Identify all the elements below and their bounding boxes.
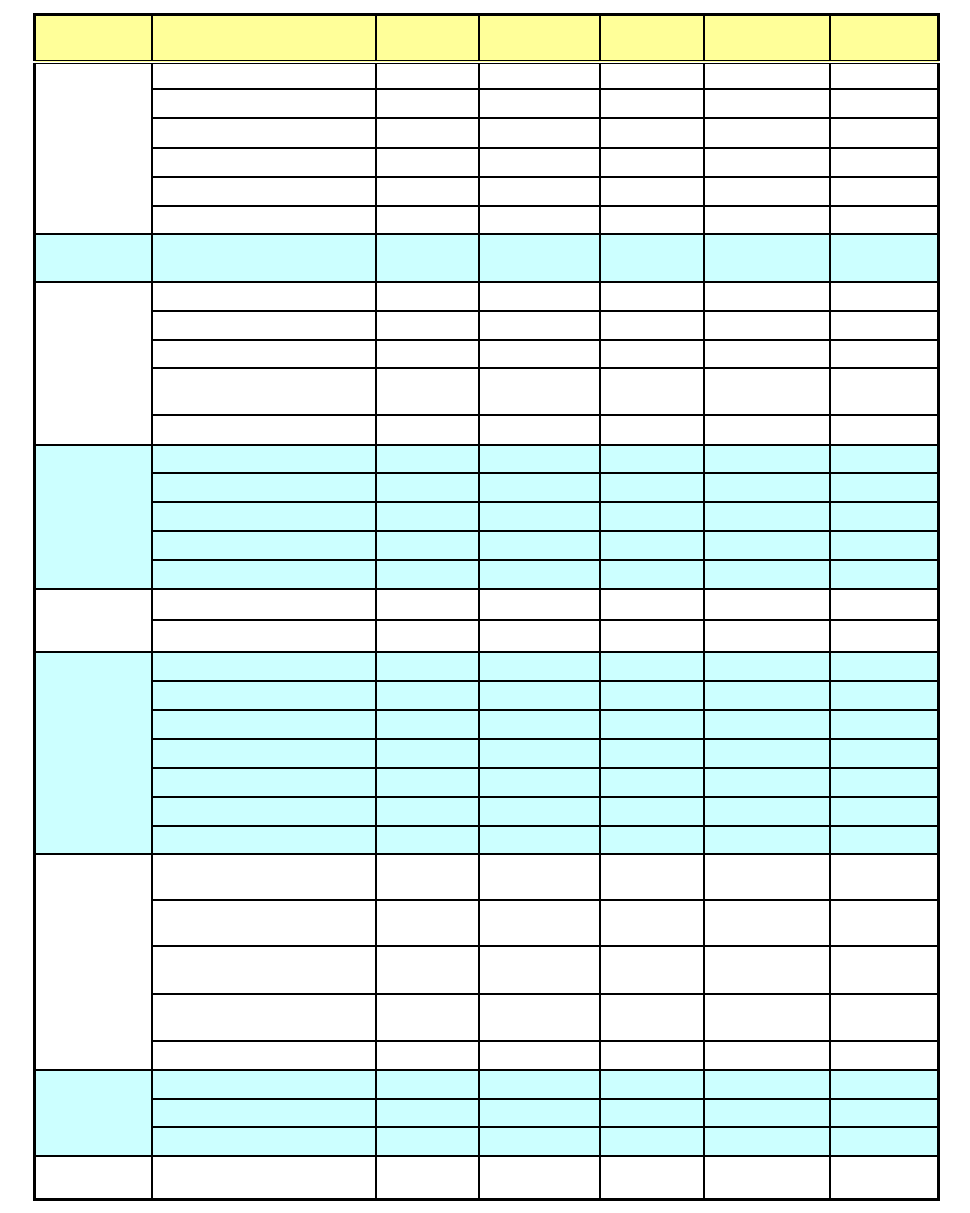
section-5-row-1-col-5-cell	[600, 589, 704, 620]
section-3-row-1-col-2-cell	[152, 282, 376, 311]
section-7-row-3-col-4-cell	[479, 946, 600, 994]
section-3-row-3-col-6-cell	[704, 340, 830, 368]
section-4-row-4-col-3-cell	[376, 531, 479, 560]
section-8-row-2	[35, 1099, 939, 1127]
section-4-row-3-col-3-cell	[376, 502, 479, 531]
section-1-row-6-col-6-cell	[704, 206, 830, 234]
section-3-row-2-col-4-cell	[479, 311, 600, 340]
section-9-row-1-col-5-cell	[600, 1156, 704, 1200]
section-1-row-2-col-6-cell	[704, 89, 830, 118]
section-7-row-5-col-7-cell	[830, 1041, 939, 1070]
section-9-row-1-col-7-cell	[830, 1156, 939, 1200]
section-7-row-1-col-7-cell	[830, 854, 939, 900]
section-3-row-1-col-6-cell	[704, 282, 830, 311]
section-1-row-1	[35, 62, 939, 89]
section-3-row-3-col-3-cell	[376, 340, 479, 368]
section-4-row-1-col-3-cell	[376, 445, 479, 473]
section-1-row-5-col-7-cell	[830, 177, 939, 206]
section-3-row-4-col-7-cell	[830, 368, 939, 415]
section-1-row-3-col-5-cell	[600, 118, 704, 148]
section-6-row-4-col-6-cell	[704, 739, 830, 768]
section-4-row-2-col-2-cell	[152, 473, 376, 502]
section-5-row-2-col-7-cell	[830, 620, 939, 652]
section-4-row-5-col-2-cell	[152, 560, 376, 589]
header-cell-col-1	[35, 15, 152, 62]
section-7-row-2-col-2-cell	[152, 900, 376, 946]
section-6-row-7-col-3-cell	[376, 826, 479, 854]
section-1-row-4-col-6-cell	[704, 148, 830, 177]
section-1-row-2-col-3-cell	[376, 89, 479, 118]
section-1-row-2-col-5-cell	[600, 89, 704, 118]
section-6-row-1-col-2-cell	[152, 652, 376, 681]
section-5-row-2-col-2-cell	[152, 620, 376, 652]
section-7-row-1-col-6-cell	[704, 854, 830, 900]
section-6-row-7	[35, 826, 939, 854]
section-1-row-2	[35, 89, 939, 118]
section-6-row-7-col-7-cell	[830, 826, 939, 854]
section-6-row-5-col-7-cell	[830, 768, 939, 797]
section-7-row-4-col-4-cell	[479, 994, 600, 1041]
section-1-row-4-col-5-cell	[600, 148, 704, 177]
section-8-row-3-col-3-cell	[376, 1127, 479, 1156]
section-8-row-1-col-4-cell	[479, 1070, 600, 1099]
section-3-row-5-col-6-cell	[704, 415, 830, 445]
section-1-row-5-col-3-cell	[376, 177, 479, 206]
section-1-row-5-col-5-cell	[600, 177, 704, 206]
section-4-row-3-col-5-cell	[600, 502, 704, 531]
section-7-row-4-col-2-cell	[152, 994, 376, 1041]
section-4-row-4-col-7-cell	[830, 531, 939, 560]
section-4-row-5-col-7-cell	[830, 560, 939, 589]
section-4-row-1-col-4-cell	[479, 445, 600, 473]
section-3-row-5-col-2-cell	[152, 415, 376, 445]
section-1-label-cell	[35, 62, 152, 234]
section-5-label-cell	[35, 589, 152, 652]
section-3-row-2	[35, 311, 939, 340]
section-3-row-4-col-3-cell	[376, 368, 479, 415]
section-4-label-cell	[35, 445, 152, 589]
section-7-row-2-col-4-cell	[479, 900, 600, 946]
section-4-row-5	[35, 560, 939, 589]
section-6-row-5-col-6-cell	[704, 768, 830, 797]
section-1-row-3-col-4-cell	[479, 118, 600, 148]
section-6-row-2-col-2-cell	[152, 681, 376, 710]
section-4-row-5-col-4-cell	[479, 560, 600, 589]
section-6-row-4-col-3-cell	[376, 739, 479, 768]
header-row	[35, 15, 939, 62]
header-cell-col-2	[152, 15, 376, 62]
section-4-row-4-col-6-cell	[704, 531, 830, 560]
section-7-row-2-col-5-cell	[600, 900, 704, 946]
section-7-row-2-col-7-cell	[830, 900, 939, 946]
section-6-row-6-col-7-cell	[830, 797, 939, 826]
section-4-row-3	[35, 502, 939, 531]
section-6-row-2-col-5-cell	[600, 681, 704, 710]
section-6-row-1-col-4-cell	[479, 652, 600, 681]
section-1-row-4-col-7-cell	[830, 148, 939, 177]
section-4-row-1-col-7-cell	[830, 445, 939, 473]
section-4-row-2-col-6-cell	[704, 473, 830, 502]
section-8-row-3-col-4-cell	[479, 1127, 600, 1156]
section-5-row-1-col-4-cell	[479, 589, 600, 620]
section-3-row-3-col-2-cell	[152, 340, 376, 368]
section-6-row-5-col-5-cell	[600, 768, 704, 797]
section-6-row-3-col-7-cell	[830, 710, 939, 739]
header-cell-col-3	[376, 15, 479, 62]
section-6-row-5-col-3-cell	[376, 768, 479, 797]
section-8-row-2-col-7-cell	[830, 1099, 939, 1127]
section-1-row-1-col-5-cell	[600, 62, 704, 89]
section-7-row-2	[35, 900, 939, 946]
section-6-row-5-col-4-cell	[479, 768, 600, 797]
section-4-row-1	[35, 445, 939, 473]
section-3-row-5-col-3-cell	[376, 415, 479, 445]
section-3-row-1-col-4-cell	[479, 282, 600, 311]
section-6-row-5-col-2-cell	[152, 768, 376, 797]
section-5-row-1-col-7-cell	[830, 589, 939, 620]
section-4-row-4	[35, 531, 939, 560]
section-5-row-2	[35, 620, 939, 652]
section-7-row-5	[35, 1041, 939, 1070]
header-cell-col-7	[830, 15, 939, 62]
section-4-row-2-col-4-cell	[479, 473, 600, 502]
section-7-row-1-col-2-cell	[152, 854, 376, 900]
section-2-row-1-col-3-cell	[376, 234, 479, 282]
section-8-row-1-col-7-cell	[830, 1070, 939, 1099]
section-3-row-2-col-3-cell	[376, 311, 479, 340]
section-7-row-5-col-3-cell	[376, 1041, 479, 1070]
section-7-row-3-col-5-cell	[600, 946, 704, 994]
section-7-row-4-col-7-cell	[830, 994, 939, 1041]
section-3-row-5-col-4-cell	[479, 415, 600, 445]
section-3-row-5-col-5-cell	[600, 415, 704, 445]
section-5-row-2-col-6-cell	[704, 620, 830, 652]
section-1-row-3-col-3-cell	[376, 118, 479, 148]
section-4-row-2-col-3-cell	[376, 473, 479, 502]
section-7-row-5-col-5-cell	[600, 1041, 704, 1070]
section-6-row-2-col-7-cell	[830, 681, 939, 710]
section-1-row-4-col-4-cell	[479, 148, 600, 177]
section-1-row-3	[35, 118, 939, 148]
section-1-row-1-col-3-cell	[376, 62, 479, 89]
section-4-row-4-col-4-cell	[479, 531, 600, 560]
section-7-row-4	[35, 994, 939, 1041]
section-7-row-4-col-3-cell	[376, 994, 479, 1041]
section-3-row-2-col-5-cell	[600, 311, 704, 340]
section-1-row-1-col-2-cell	[152, 62, 376, 89]
section-7-row-2-col-6-cell	[704, 900, 830, 946]
section-1-row-3-col-7-cell	[830, 118, 939, 148]
section-6-row-6-col-2-cell	[152, 797, 376, 826]
section-8-row-2-col-3-cell	[376, 1099, 479, 1127]
section-6-row-3-col-3-cell	[376, 710, 479, 739]
section-3-row-3-col-7-cell	[830, 340, 939, 368]
section-6-row-7-col-5-cell	[600, 826, 704, 854]
section-6-row-3-col-4-cell	[479, 710, 600, 739]
section-2-row-1-col-4-cell	[479, 234, 600, 282]
section-8-row-1-col-6-cell	[704, 1070, 830, 1099]
section-3-row-2-col-6-cell	[704, 311, 830, 340]
section-6-row-3-col-6-cell	[704, 710, 830, 739]
section-6-row-6-col-4-cell	[479, 797, 600, 826]
section-1-row-6-col-3-cell	[376, 206, 479, 234]
section-6-label-cell	[35, 652, 152, 854]
section-2-row-1-col-5-cell	[600, 234, 704, 282]
section-6-row-1-col-7-cell	[830, 652, 939, 681]
section-8-row-1	[35, 1070, 939, 1099]
section-2-row-1-col-6-cell	[704, 234, 830, 282]
section-6-row-2	[35, 681, 939, 710]
section-5-row-2-col-4-cell	[479, 620, 600, 652]
section-6-row-6	[35, 797, 939, 826]
header-cell-col-6	[704, 15, 830, 62]
section-6-row-1-col-3-cell	[376, 652, 479, 681]
section-6-row-1-col-5-cell	[600, 652, 704, 681]
section-6-row-4-col-7-cell	[830, 739, 939, 768]
section-2-row-1-col-2-cell	[152, 234, 376, 282]
section-6-row-6-col-3-cell	[376, 797, 479, 826]
section-4-row-2-col-5-cell	[600, 473, 704, 502]
section-7-row-3-col-2-cell	[152, 946, 376, 994]
section-6-row-3-col-2-cell	[152, 710, 376, 739]
section-3-row-5	[35, 415, 939, 445]
document-sheet	[33, 13, 940, 1201]
section-9-row-1-col-6-cell	[704, 1156, 830, 1200]
section-6-row-2-col-6-cell	[704, 681, 830, 710]
section-4-row-1-col-6-cell	[704, 445, 830, 473]
section-1-row-4	[35, 148, 939, 177]
section-3-row-1-col-3-cell	[376, 282, 479, 311]
section-4-row-2-col-7-cell	[830, 473, 939, 502]
section-1-row-2-col-7-cell	[830, 89, 939, 118]
section-4-row-1-col-2-cell	[152, 445, 376, 473]
section-6-row-3	[35, 710, 939, 739]
section-9-row-1-col-2-cell	[152, 1156, 376, 1200]
section-6-row-7-col-2-cell	[152, 826, 376, 854]
section-8-row-3-col-5-cell	[600, 1127, 704, 1156]
section-1-row-4-col-2-cell	[152, 148, 376, 177]
section-7-row-1-col-3-cell	[376, 854, 479, 900]
section-2-row-1-col-7-cell	[830, 234, 939, 282]
section-7-row-3	[35, 946, 939, 994]
section-4-row-5-col-3-cell	[376, 560, 479, 589]
section-1-row-5-col-4-cell	[479, 177, 600, 206]
section-7-row-3-col-3-cell	[376, 946, 479, 994]
section-6-row-6-col-6-cell	[704, 797, 830, 826]
section-3-row-5-col-7-cell	[830, 415, 939, 445]
section-4-row-1-col-5-cell	[600, 445, 704, 473]
section-7-row-2-col-3-cell	[376, 900, 479, 946]
section-8-row-1-col-2-cell	[152, 1070, 376, 1099]
section-4-row-4-col-2-cell	[152, 531, 376, 560]
section-6-row-1-col-6-cell	[704, 652, 830, 681]
section-9-row-1-col-3-cell	[376, 1156, 479, 1200]
section-5-row-1	[35, 589, 939, 620]
section-5-row-1-col-2-cell	[152, 589, 376, 620]
section-4-row-5-col-6-cell	[704, 560, 830, 589]
section-6-row-7-col-4-cell	[479, 826, 600, 854]
section-3-row-2-col-2-cell	[152, 311, 376, 340]
section-7-row-1-col-5-cell	[600, 854, 704, 900]
section-3-row-3-col-5-cell	[600, 340, 704, 368]
section-1-row-3-col-2-cell	[152, 118, 376, 148]
section-7-label-cell	[35, 854, 152, 1070]
section-8-row-2-col-4-cell	[479, 1099, 600, 1127]
section-7-row-1-col-4-cell	[479, 854, 600, 900]
section-4-row-5-col-5-cell	[600, 560, 704, 589]
section-7-row-5-col-2-cell	[152, 1041, 376, 1070]
section-6-row-4	[35, 739, 939, 768]
section-7-row-4-col-6-cell	[704, 994, 830, 1041]
section-3-row-3-col-4-cell	[479, 340, 600, 368]
section-8-row-3	[35, 1127, 939, 1156]
section-9-label-cell	[35, 1156, 152, 1200]
section-1-row-2-col-4-cell	[479, 89, 600, 118]
section-9-row-1	[35, 1156, 939, 1200]
section-6-row-2-col-4-cell	[479, 681, 600, 710]
section-1-row-6	[35, 206, 939, 234]
section-3-row-4-col-4-cell	[479, 368, 600, 415]
section-1-row-5-col-6-cell	[704, 177, 830, 206]
section-7-row-5-col-4-cell	[479, 1041, 600, 1070]
section-3-row-1	[35, 282, 939, 311]
section-3-row-4-col-6-cell	[704, 368, 830, 415]
section-4-row-3-col-2-cell	[152, 502, 376, 531]
section-3-label-cell	[35, 282, 152, 445]
section-6-row-4-col-4-cell	[479, 739, 600, 768]
section-2-label-cell	[35, 234, 152, 282]
section-7-row-4-col-5-cell	[600, 994, 704, 1041]
section-3-row-3	[35, 340, 939, 368]
section-1-row-6-col-2-cell	[152, 206, 376, 234]
section-3-row-4-col-2-cell	[152, 368, 376, 415]
section-6-row-5	[35, 768, 939, 797]
section-5-row-2-col-3-cell	[376, 620, 479, 652]
section-6-row-2-col-3-cell	[376, 681, 479, 710]
section-9-row-1-col-4-cell	[479, 1156, 600, 1200]
section-1-row-6-col-5-cell	[600, 206, 704, 234]
section-1-row-6-col-7-cell	[830, 206, 939, 234]
section-8-row-3-col-2-cell	[152, 1127, 376, 1156]
section-7-row-5-col-6-cell	[704, 1041, 830, 1070]
section-1-row-1-col-6-cell	[704, 62, 830, 89]
section-8-row-3-col-7-cell	[830, 1127, 939, 1156]
section-6-row-4-col-5-cell	[600, 739, 704, 768]
section-1-row-6-col-4-cell	[479, 206, 600, 234]
section-3-row-4	[35, 368, 939, 415]
section-6-row-4-col-2-cell	[152, 739, 376, 768]
section-4-row-4-col-5-cell	[600, 531, 704, 560]
blank-form-table	[33, 13, 940, 1201]
section-7-row-3-col-6-cell	[704, 946, 830, 994]
header-cell-col-4	[479, 15, 600, 62]
section-8-row-2-col-2-cell	[152, 1099, 376, 1127]
section-6-row-3-col-5-cell	[600, 710, 704, 739]
section-4-row-2	[35, 473, 939, 502]
section-7-row-1	[35, 854, 939, 900]
section-6-row-7-col-6-cell	[704, 826, 830, 854]
section-8-row-2-col-6-cell	[704, 1099, 830, 1127]
section-8-row-2-col-5-cell	[600, 1099, 704, 1127]
section-5-row-2-col-5-cell	[600, 620, 704, 652]
section-1-row-5-col-2-cell	[152, 177, 376, 206]
section-6-row-6-col-5-cell	[600, 797, 704, 826]
section-1-row-4-col-3-cell	[376, 148, 479, 177]
section-8-label-cell	[35, 1070, 152, 1156]
section-4-row-3-col-7-cell	[830, 502, 939, 531]
section-1-row-2-col-2-cell	[152, 89, 376, 118]
section-2-row-1	[35, 234, 939, 282]
section-1-row-3-col-6-cell	[704, 118, 830, 148]
section-1-row-1-col-4-cell	[479, 62, 600, 89]
section-5-row-1-col-6-cell	[704, 589, 830, 620]
section-8-row-1-col-5-cell	[600, 1070, 704, 1099]
section-7-row-3-col-7-cell	[830, 946, 939, 994]
section-5-row-1-col-3-cell	[376, 589, 479, 620]
section-6-row-1	[35, 652, 939, 681]
section-1-row-1-col-7-cell	[830, 62, 939, 89]
header-cell-col-5	[600, 15, 704, 62]
section-1-row-5	[35, 177, 939, 206]
section-3-row-1-col-5-cell	[600, 282, 704, 311]
section-8-row-1-col-3-cell	[376, 1070, 479, 1099]
section-3-row-1-col-7-cell	[830, 282, 939, 311]
section-3-row-4-col-5-cell	[600, 368, 704, 415]
section-4-row-3-col-4-cell	[479, 502, 600, 531]
section-4-row-3-col-6-cell	[704, 502, 830, 531]
section-8-row-3-col-6-cell	[704, 1127, 830, 1156]
section-3-row-2-col-7-cell	[830, 311, 939, 340]
